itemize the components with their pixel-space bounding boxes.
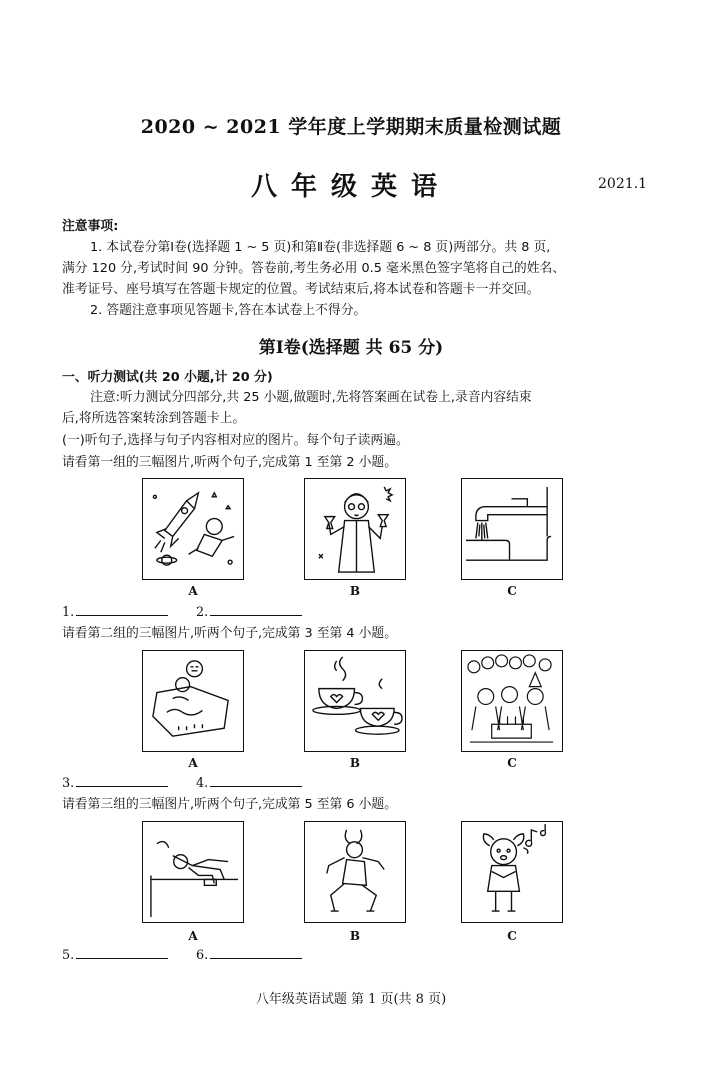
part1-sub1: (一)听句子,选择与句子内容相对应的图片。每个句子读两遍。: [62, 433, 409, 448]
group3-label-a: A: [188, 929, 198, 943]
exam-date: 2021.1: [598, 176, 647, 192]
answer-blank-6[interactable]: [196, 946, 302, 963]
group3-picture-c-singing-girl: [461, 821, 563, 923]
subject-title: 八年级英语: [250, 172, 451, 202]
part1-note-line2: 后,将所选答案转涂到答题卡上。: [62, 411, 246, 426]
notes-item2: 2. 答题注意事项见答题卡,答在本试卷上不得分。: [90, 303, 367, 318]
group3-instruction: 请看第三组的三幅图片,听两个句子,完成第 5 至第 6 小题。: [62, 797, 398, 812]
group3-label-b: B: [349, 929, 361, 943]
group1-picture-b-scientist: [304, 478, 406, 580]
group3-picture-b-long-jump: [304, 821, 406, 923]
answer-blank-1[interactable]: [62, 603, 168, 620]
group1-label-a: A: [188, 584, 198, 598]
answer-blank-3[interactable]: [62, 774, 168, 791]
group3-picture-a-high-jump: [142, 821, 244, 923]
group2-instruction: 请看第二组的三幅图片,听两个句子,完成第 3 至第 4 小题。: [62, 626, 398, 641]
blank-number-4: 4.: [196, 776, 209, 791]
group2-label-b: B: [349, 756, 361, 770]
notes-item1-line1: 1. 本试卷分第Ⅰ卷(选择题 1 ~ 5 页)和第Ⅱ卷(非选择题 6 ~ 8 页)两部分。共 8 页,: [90, 240, 551, 255]
blank-number-5: 5.: [62, 948, 75, 963]
blank-number-1: 1.: [62, 605, 75, 620]
notes-item1-line3: 准考证号、座号填写在答题卡规定的位置。考试结束后,将本试卷和答题卡一并交回。: [62, 282, 540, 297]
notes-item1-line2: 满分 120 分,考试时间 90 分钟。答卷前,考生务必用 0.5 毫米黑色签字笔将自己的姓名、: [62, 261, 566, 276]
blank-number-3: 3.: [62, 776, 75, 791]
page-footer: 八年级英语试题 第 1 页(共 8 页): [255, 992, 447, 1007]
group1-label-c: C: [507, 584, 517, 598]
answer-blank-5[interactable]: [62, 946, 168, 963]
group2-picture-a-sleeping: [142, 650, 244, 752]
group2-label-c: C: [507, 756, 517, 770]
group1-picture-c-running-tap: [461, 478, 563, 580]
group2-label-a: A: [188, 756, 198, 770]
section-title: 第Ⅰ卷(选择题 共 65 分): [258, 338, 444, 358]
part1-heading: 一、听力测试(共 20 小题,计 20 分): [62, 370, 273, 385]
blank-number-6: 6.: [196, 948, 209, 963]
exam-title: 2020 ~ 2021 学年度上学期期末质量检测试题: [140, 116, 562, 138]
group1-instruction: 请看第一组的三幅图片,听两个句子,完成第 1 至第 2 小题。: [62, 455, 398, 470]
group1-label-b: B: [349, 584, 361, 598]
group2-picture-c-birthday-party: [461, 650, 563, 752]
part1-note-line1: 注意:听力测试分四部分,共 25 小题,做题时,先将答案画在试卷上,录音内容结束: [90, 390, 532, 405]
answer-blank-4[interactable]: [196, 774, 302, 791]
answer-blank-2[interactable]: [196, 603, 302, 620]
group1-picture-a-space-scene: [142, 478, 244, 580]
notes-heading: 注意事项:: [62, 219, 119, 234]
group3-label-c: C: [507, 929, 517, 943]
group2-picture-b-teacups: [304, 650, 406, 752]
blank-number-2: 2.: [196, 605, 209, 620]
